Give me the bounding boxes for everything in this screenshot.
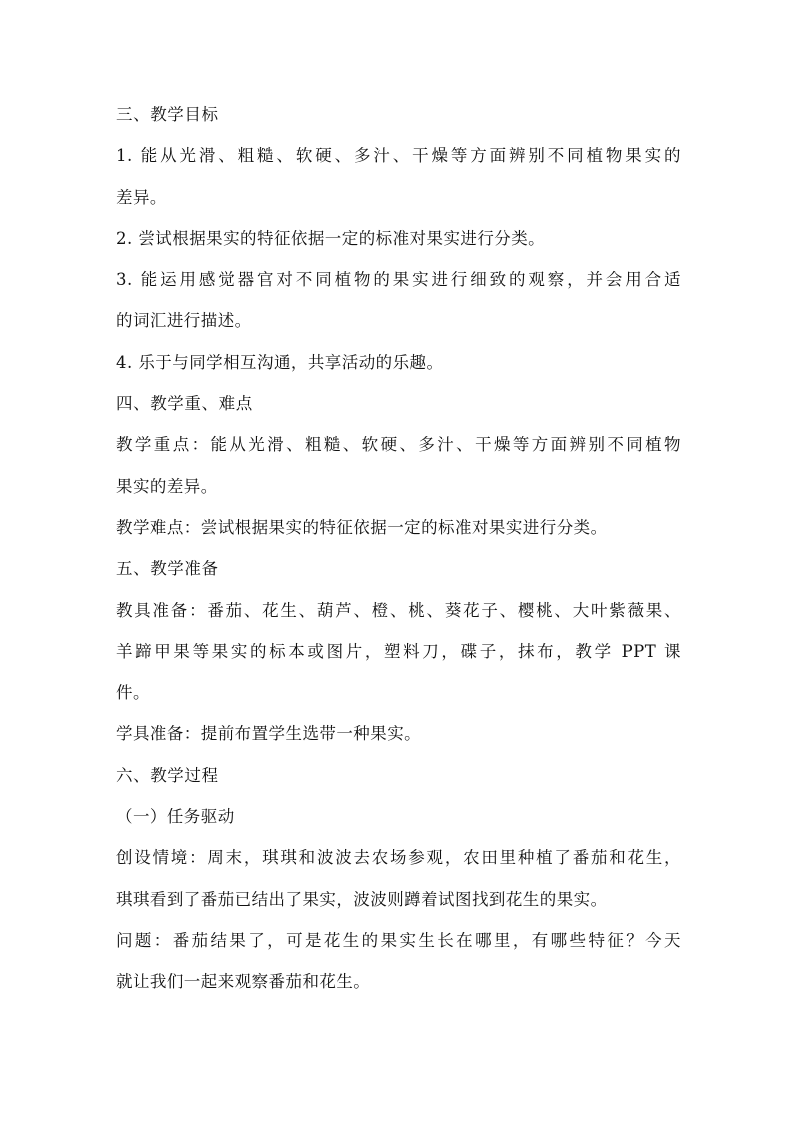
objective-2: 2. 尝试根据果实的特征依据一定的标准对果实进行分类。 [116,228,546,248]
section-heading-preparation: 五、教学准备 [116,559,219,579]
question-line-2: 就让我们一起来观察番茄和花生。 [116,972,371,992]
teaching-tools-line-1: 教具准备：番茄、花生、葫芦、橙、桃、葵花子、樱桃、大叶紫薇果、 [116,600,681,620]
question-line-1: 问题：番茄结果了，可是花生的果实生长在哪里，有哪些特征？今天 [116,930,681,950]
scenario-line-1: 创设情境：周末，琪琪和波波去农场参观，农田里种植了番茄和花生， [116,848,681,868]
objective-1-line-1: 1. 能从光滑、粗糙、软硬、多汁、干燥等方面辨别不同植物果实的 [116,146,681,166]
objective-4: 4. 乐于与同学相互沟通，共享活动的乐趣。 [116,352,444,372]
teaching-tools-line-2: 羊蹄甲果等果实的标本或图片，塑料刀，碟子，抹布，教学 PPT 课 [116,641,681,661]
objective-3-line-1: 3. 能运用感觉器官对不同植物的果实进行细致的观察，并会用合适 [116,270,681,290]
section-heading-objectives: 三、教学目标 [116,105,219,124]
key-point-line-2: 果实的差异。 [116,476,218,496]
objective-1-line-2: 差异。 [116,187,167,207]
section-heading-key-points: 四、教学重、难点 [116,394,253,414]
objective-3-line-2: 的词汇进行描述。 [116,311,252,331]
student-tools: 学具准备：提前布置学生选带一种果实。 [116,724,422,744]
scenario-line-2: 琪琪看到了番茄已结出了果实，波波则蹲着试图找到花生的果实。 [116,889,608,909]
difficult-point: 教学难点：尝试根据果实的特征依据一定的标准对果实进行分类。 [116,517,608,537]
subsection-task-driven: （一）任务驱动 [116,807,235,827]
section-heading-process: 六、教学过程 [116,765,219,785]
teaching-tools-line-3: 件。 [116,683,150,703]
document-page [116,103,681,1012]
key-point-line-1: 教学重点：能从光滑、粗糙、软硬、多汁、干燥等方面辨别不同植物 [116,435,681,455]
